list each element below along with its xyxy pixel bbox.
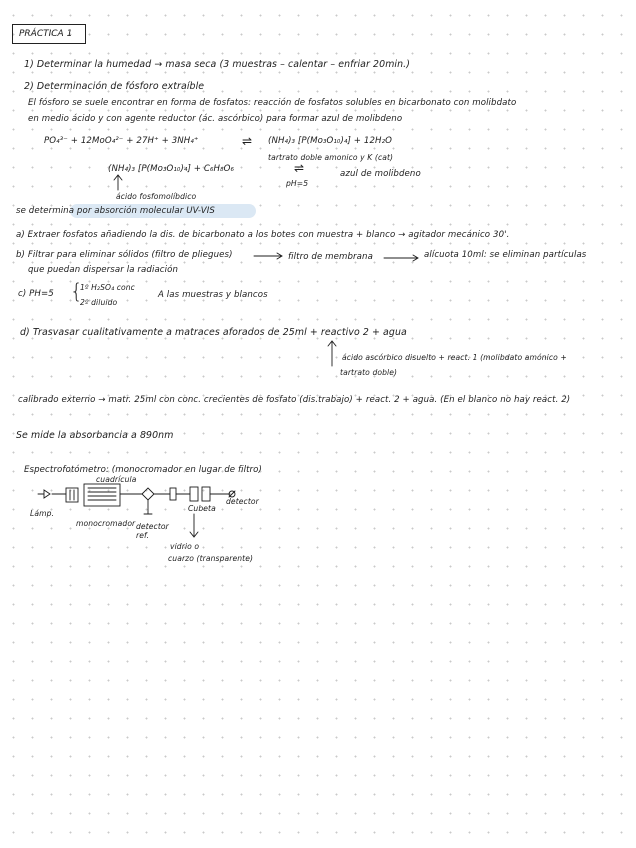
equation-1-right: (NH₄)₃ [P(Mo₃O₁₀)₄] + 12H₂O [268,136,392,146]
monochromator-label: monocromador [76,519,136,528]
reference-detector-line [144,500,152,514]
reference-detector-label: detector ref. [136,522,169,541]
step-1-line: 1) Determinar la humedad → masa seca (3 muestras – calentar – enfriar 20min.) [24,59,411,70]
monochromator-block [66,488,78,502]
intro-line-1: El fósforo se suele encontrar en forma de fosfatos: reacción de fosfatos solubles en bicarbonato con molibdato [28,98,517,108]
calibration-line: calibrado externo → matr. 25ml con conc. crecientes de fosfato (dis.trabajo) + react. 2 + agua. (En el blanco no hay react. 2) [18,395,571,405]
equilibrium-arrow-2: ⇌ [294,161,305,175]
page-title: PRÁCTICA 1 [19,29,73,39]
step-b-arrow-2 [384,255,418,261]
step-c-samples: A las muestras y blancos [158,290,268,300]
equilibrium-arrow-1: ⇌ [242,134,253,148]
equation-1-left: PO₄³⁻ + 12MoO₄²⁻ + 27H⁺ + 3NH₄⁺ [44,136,199,146]
detector-label: detector [226,497,259,506]
step-2-heading: 2) Determinación de fósforo extraíble [24,81,205,92]
step-d-up-arrow [328,341,336,366]
step-c-brace: { [70,279,83,303]
spectrophotometer-diagram [38,484,235,537]
filter-block [170,488,176,500]
beam-splitter [142,488,154,500]
step-d-reagent-1: ácido ascórbico disuelto + react. 1 (molibdato amónico + [342,353,567,362]
equation-2-left: (NH₄)₃ [P(Mo₃O₁₀)₄] + C₆H₈O₆ [108,164,235,174]
grating-label: cuadrícula [96,475,137,484]
step-c-second: 2º diluido [80,298,118,307]
absorption-note: se determina por absorción molecular UV-VIS [16,206,215,216]
step-b-aliquot: alícuota 10ml: se eliminan partículas [424,250,587,260]
step-d: d) Trasvasar cualitativamente a matraces aforados de 25ml + reactivo 2 + agua [20,327,407,338]
step-b-membrane: filtro de membrana [288,252,373,262]
step-b: b) Filtrar para eliminar sólidos (filtro de pliegues) [16,250,233,260]
step-c-first: 1º H₂SO₄ conc [80,283,135,292]
spectrophotometer-line: Espectrofotómetro: (monocromador en lugar de filtro) [24,465,262,475]
equation-2-ph: pH=5 [286,179,309,188]
acid-label: ácido fosfomolíbdico [116,192,197,201]
intro-line-2: en medio ácido y con agente reductor (ác. ascórbico) para formar azul de molibdeno [28,114,403,124]
equation-2-right: azul de molibdeno [340,169,421,179]
step-a: a) Extraer fosfatos añadiendo la dis. de bicarbonato a los botes con muestra + blanco → agitador mecánico 30'. [16,230,510,240]
lamp-icon [38,490,50,498]
cuvette-label: Cubeta [188,504,216,513]
absorbance-line: Se mide la absorbancia a 890nm [16,430,174,441]
glass-label: vidrio o [170,542,200,551]
step-c-ph: c) PH=5 [18,289,54,299]
step-d-reagent-2: tartrato doble) [340,368,398,377]
cuvette-block [190,487,198,501]
lamp-label: Lámp. [30,509,55,518]
acid-arrow [114,175,122,190]
step-b-arrow-1 [254,253,282,259]
grating-block [84,484,120,506]
equation-1-catalyst: tartrato doble amonico y K (cat) [268,153,394,162]
cuvette-down-arrow [190,514,198,537]
step-b-continued: que puedan dispersar la radiación [28,265,179,275]
quartz-label: cuarzo (transparente) [168,554,254,563]
